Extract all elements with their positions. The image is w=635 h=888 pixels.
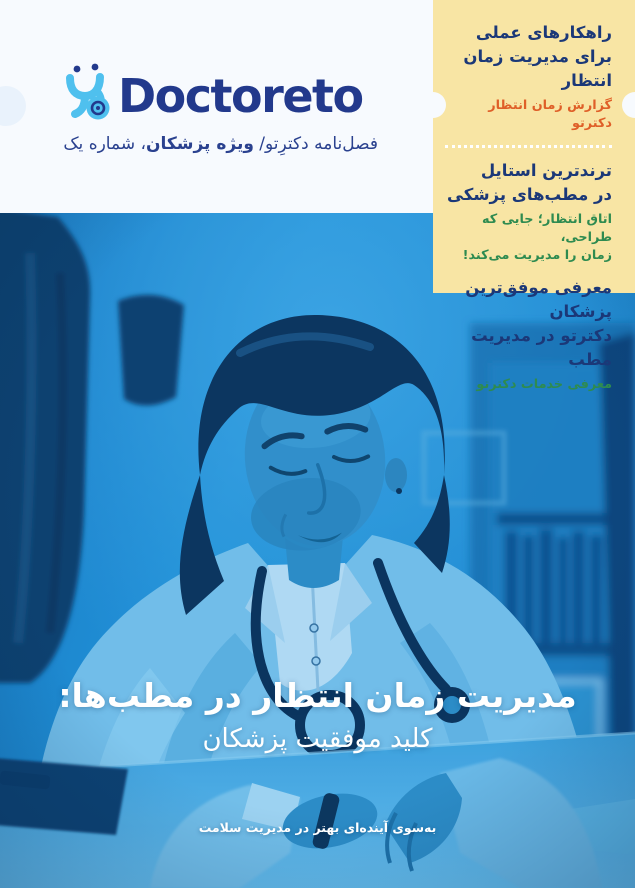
toc-item-title: راهکارهای عملی: [475, 23, 612, 42]
toc-item-3: [445, 276, 612, 394]
contents-panel: [433, 0, 635, 392]
toc-item-subtitle: زمان را مدیریت می‌کند!: [462, 248, 612, 263]
tagline-audience: ویژه پزشکان: [145, 134, 254, 154]
toc-item-title: معرفی موفق‌ترین پزشکان: [465, 278, 612, 321]
toc-item-title: دکترتو در مدیریت مطب: [471, 326, 612, 369]
toc-item-title: در مطب‌های پزشکی: [447, 185, 612, 204]
brand-header: [62, 56, 363, 136]
perforation-divider: [445, 145, 612, 148]
notch-left: [420, 92, 446, 118]
cover-headline: مدیریت زمان انتظار در مطب‌ها:: [58, 676, 577, 715]
notch-right: [622, 92, 635, 118]
tagline-issue-number: ، شماره یک: [63, 134, 146, 154]
cover-headline-group: [0, 676, 635, 754]
toc-item-subtitle: اتاق انتظار؛ جایی که طراحی،: [482, 212, 612, 245]
toc-item-2: [445, 159, 612, 265]
issue-tagline: [60, 134, 378, 154]
toc-item-1: [445, 21, 612, 133]
edge-decoration-circle: [0, 86, 26, 126]
toc-item-subtitle: معرفی خدمات دکترتو: [476, 377, 612, 392]
toc-item-title: برای مدیریت زمان انتظار: [463, 47, 612, 90]
tagline-prefix: فصل‌نامه دکترِتو/: [253, 134, 378, 154]
toc-item-subtitle: گزارش زمان انتظار دکترتو: [488, 98, 612, 131]
stethoscope-logo-icon: [62, 56, 110, 136]
cover-subheadline: کلید موفقیت پزشکان: [202, 724, 433, 754]
brand-wordmark: Doctoreto: [118, 69, 363, 123]
footer-slogan: به‌سوی آینده‌ای بهتر در مدیریت سلامت: [198, 820, 437, 835]
toc-item-title: ترندترین استایل: [480, 161, 612, 180]
